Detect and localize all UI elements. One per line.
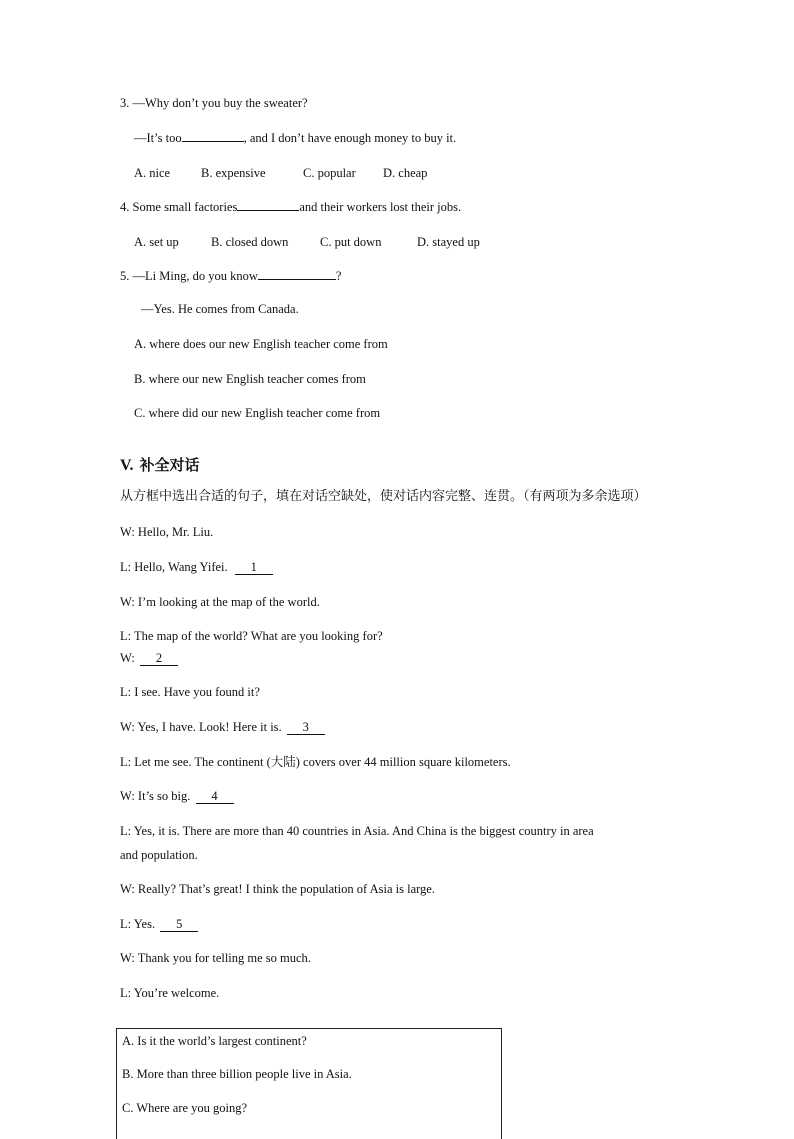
dialogue-blank-2[interactable]: 2 [140, 651, 178, 666]
dialogue-line [120, 916, 198, 932]
q4-options [134, 234, 480, 250]
dialogue-line: W: Really? That’s great! I think the population of Asia is large. [120, 882, 435, 896]
dialogue-blank-4[interactable]: 4 [196, 789, 234, 804]
q3-option-c[interactable]: C. popular [303, 166, 356, 180]
section-number: V. [120, 457, 134, 474]
q4-post: and their workers lost their jobs. [299, 200, 462, 214]
q4-question [120, 199, 461, 215]
dialogue-text: W: Yes, I have. Look! Here it is. [120, 720, 282, 734]
dialogue-line: L: Let me see. The continent (大陆) covers over 44 million square kilometers. [120, 755, 511, 769]
q4-option-a[interactable]: A. set up [134, 235, 179, 249]
q5-pre: 5. —Li Ming, do you know [120, 269, 258, 283]
dialogue-text: L: Hello, Wang Yifei. [120, 560, 228, 574]
q3-blank[interactable] [182, 141, 244, 142]
dialogue-text: L: Yes. [120, 917, 156, 931]
dialogue-line: W: Thank you for telling me so much. [120, 951, 311, 965]
dialogue-line: W: I’m looking at the map of the world. [120, 595, 320, 609]
q3-response-pre: —It’s too [134, 131, 182, 145]
dialogue-blank-1[interactable]: 1 [235, 560, 273, 575]
dialogue-blank-5[interactable]: 5 [160, 917, 198, 932]
q3-option-a[interactable]: A. nice [134, 166, 171, 180]
q3-options [134, 165, 427, 181]
dialogue-text: W: [120, 651, 135, 665]
dialogue-line: W: Hello, Mr. Liu. [120, 525, 214, 539]
dialogue-line: L: Yes, it is. There are more than 40 countries in Asia. And China is the biggest country in area [120, 824, 594, 838]
q4-pre: 4. Some small factories [120, 200, 238, 214]
q5-post: ? [335, 269, 342, 283]
q3-option-b[interactable]: B. expensive [201, 166, 266, 180]
box-option-a[interactable]: A. Is it the world’s largest continent? [122, 1034, 307, 1048]
q3-response-post: , and I don’t have enough money to buy it. [243, 131, 457, 145]
dialogue-line [120, 650, 178, 666]
dialogue-line [120, 788, 234, 804]
dialogue-line: and population. [120, 848, 198, 862]
q5-option-a[interactable]: A. where does our new English teacher come from [134, 337, 388, 351]
dialogue-text: W: It’s so big. [120, 789, 191, 803]
q3-response [134, 130, 456, 146]
q4-option-d[interactable]: D. stayed up [417, 235, 480, 249]
dialogue-line [120, 559, 273, 575]
q3-question: 3. —Why don’t you buy the sweater? [120, 96, 308, 110]
dialogue-line: L: I see. Have you found it? [120, 685, 260, 699]
q4-option-b[interactable]: B. closed down [211, 235, 289, 249]
section-title: 补全对话 [139, 456, 200, 474]
dialogue-blank-3[interactable]: 3 [287, 720, 325, 735]
dialogue-line: L: The map of the world? What are you looking for? [120, 629, 383, 643]
section-heading [120, 454, 200, 475]
q5-answer: —Yes. He comes from Canada. [141, 302, 299, 316]
q5-blank[interactable] [258, 279, 336, 280]
q5-option-b[interactable]: B. where our new English teacher comes from [134, 372, 366, 386]
q4-blank[interactable] [237, 210, 299, 211]
q4-option-c[interactable]: C. put down [320, 235, 382, 249]
box-option-c[interactable]: C. Where are you going? [122, 1101, 248, 1115]
q5-question [120, 268, 341, 284]
q3-option-d[interactable]: D. cheap [383, 166, 428, 180]
section-instruction: 从方框中选出合适的句子，填在对话空缺处，使对话内容完整、连贯。（有两项为多余选项） [120, 489, 647, 504]
dialogue-line [120, 719, 325, 735]
dialogue-line: L: You’re welcome. [120, 986, 220, 1000]
q5-option-c[interactable]: C. where did our new English teacher come from [134, 406, 381, 420]
box-option-b[interactable]: B. More than three billion people live in Asia. [122, 1067, 352, 1081]
